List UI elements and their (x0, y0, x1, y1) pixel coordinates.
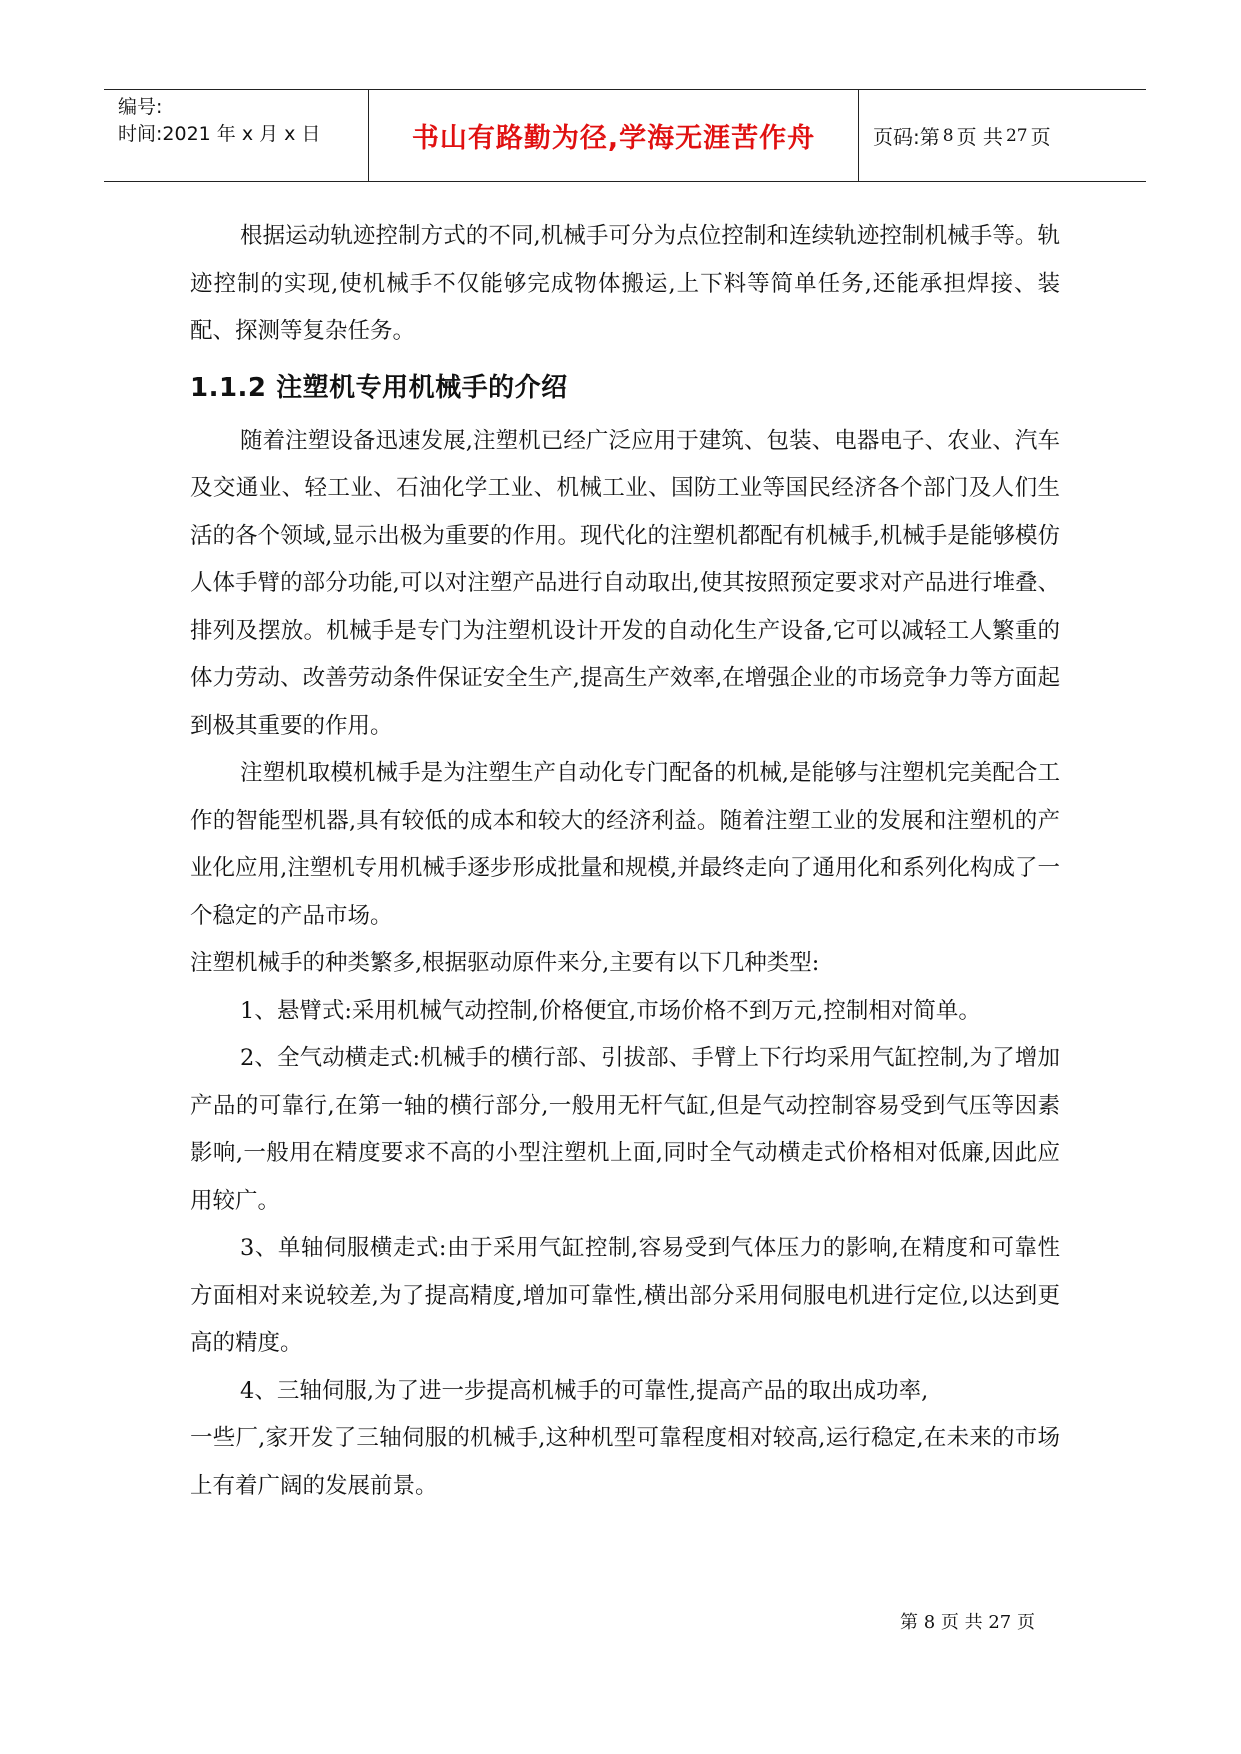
paragraph-three-axis-continued: 一些厂,家开发了三轴伺服的机械手,这种机型可靠程度相对较高,运行稳定,在未来的市场上有着广阔的发展前景。 (190, 1425, 1060, 1499)
page-suffix: 页 (1030, 125, 1051, 149)
list-item-three-axis-servo: 4、三轴伺服,为了进一步提高机械手的可靠性,提高产品的取出成功率, (240, 1377, 929, 1404)
section-heading: 1.1.2 注塑机专用机械手的介绍 (190, 372, 568, 403)
header-page-number (859, 90, 1146, 181)
list-item-single-axis-servo: 3、单轴伺服横走式:由于采用气缸控制,容易受到气体压力的影响,在精度和可靠性方面相对来说较差,为了提高精度,增加可靠性,横出部分采用伺服电机进行定位,以达到更高的精度。 (190, 1235, 1060, 1356)
page-mid: 页 共 (956, 125, 1003, 149)
document-body (190, 213, 1060, 1510)
paragraph-trajectory-control: 根据运动轨迹控制方式的不同,机械手可分为点位控制和连续轨迹控制机械手等。轨迹控制的实现,使机械手不仅能够完成物体搬运,上下料等简单任务,还能承担焊接、装配、探测等复杂任务。 (190, 223, 1060, 344)
page-prefix: 页码:第 (873, 125, 940, 149)
page-header (104, 89, 1146, 182)
list-item-pneumatic: 2、全气动横走式:机械手的横行部、引拔部、手臂上下行均采用气缸控制,为了增加产品的可靠行,在第一轴的横行部分,一般用无杆气缸,但是气动控制容易受到气压等因素影响,一般用在精度要求不高的小型注塑机上面,同时全气动横走式价格相对低廉,因此应用较广。 (190, 1045, 1060, 1214)
page-total: 27 (1005, 125, 1028, 146)
document-number-label: 编号: (118, 96, 163, 118)
list-item-cantilever: 1、悬臂式:采用机械气动控制,价格便宜,市场价格不到万元,控制相对简单。 (240, 997, 981, 1024)
paragraph-mold-removal-manipulator: 注塑机取模机械手是为注塑生产自动化专门配备的机械,是能够与注塑机完美配合工作的智能型机器,具有较低的成本和较大的经济利益。随着注塑工业的发展和注塑机的产业化应用,注塑机专用机械手逐步形成批量和规模,并最终走向了通用化和系列化构成了一个稳定的产品市场。 (190, 760, 1060, 929)
page-footer: 第 8 页 共 27 页 (900, 1612, 1035, 1633)
page-current: 8 (942, 125, 954, 146)
document-time: 时间:2021 年 x 月 x 日 (118, 123, 321, 145)
paragraph-injection-development: 随着注塑设备迅速发展,注塑机已经广泛应用于建筑、包装、电器电子、农业、汽车及交通业、轻工业、石油化学工业、机械工业、国防工业等国民经济各个部门及人们生活的各个领域,显示出极为重要的作用。现代化的注塑机都配有机械手,机械手是能够模仿人体手臂的部分功能,可以对注塑产品进行自动取出,使其按照预定要求对产品进行堆叠、排列及摆放。机械手是专门为注塑机设计开发的自动化生产设备,它可以减轻工人繁重的体力劳动、改善劳动条件保证安全生产,提高生产效率,在增强企业的市场竞争力等方面起到极其重要的作用。 (190, 427, 1060, 739)
header-motto: 书山有路勤为径,学海无涯苦作舟 (369, 90, 859, 181)
header-meta (104, 90, 369, 181)
paragraph-types-intro: 注塑机械手的种类繁多,根据驱动原件来分,主要有以下几种类型: (190, 950, 820, 976)
